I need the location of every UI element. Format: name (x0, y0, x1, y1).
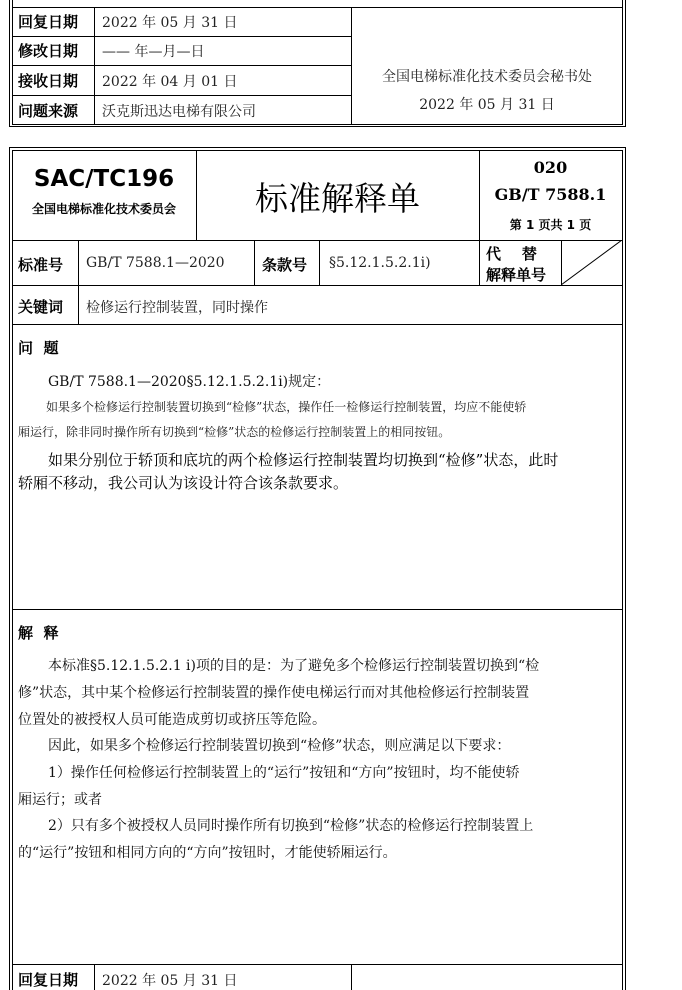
answer-para-1-line-2: 修”状态，其中某个检修运行控制装置的操作使电梯运行而对其他检修运行控制装置 (18, 685, 530, 701)
page-title: 标准解释单 (255, 179, 420, 218)
issuer: 全国电梯标准化技术委员会秘书处 (382, 69, 592, 85)
modify-date-label: 修改日期 (18, 42, 79, 60)
answer-para-4-line-1: 2）只有多个被授权人员同时操作所有切换到“检修”状态的检修运行控制装置上 (48, 818, 534, 834)
question-para-2-line-2: 厢运行，除非同时操作所有切换到“检修”状态的检修运行控制装置上的相同按钮。 (18, 425, 451, 439)
org-code: SAC/TC196 (33, 166, 175, 192)
bottom-reply-date-label: 回复日期 (18, 971, 79, 989)
standard-label: 标准号 (18, 256, 64, 274)
answer-para-3-line-2: 厢运行；或者 (18, 792, 102, 808)
doc-standard: GB/T 7588.1 (494, 185, 607, 204)
bottom-reply-date-value: 2022 年 05 月 31 日 (102, 973, 238, 989)
doc-number: 020 (533, 158, 568, 177)
answer-para-1-line-1: 本标准§5.12.1.5.2.1 i)项的目的是：为了避免多个检修运行控制装置切换到“检 (48, 658, 540, 674)
source-value: 沃克斯迅达电梯有限公司 (102, 104, 256, 120)
receive-date-value: 2022 年 04 月 01 日 (102, 74, 238, 90)
reply-date-value: 2022 年 05 月 31 日 (102, 15, 238, 31)
clause-label: 条款号 (262, 256, 308, 274)
answer-heading: 解 释 (18, 624, 59, 642)
question-para-3-line-1: 如果分别位于轿顶和底坑的两个检修运行控制装置均切换到“检修”状态，此时 (48, 451, 559, 469)
answer-para-1-line-3: 位置处的被授权人员可能造成剪切或挤压等危险。 (18, 712, 326, 728)
reply-date-label: 回复日期 (18, 13, 79, 31)
answer-para-3-line-1: 1）操作任何检修运行控制装置上的“运行”按钮和“方向”按钮时，均不能使轿 (48, 765, 520, 781)
receive-date-label: 接收日期 (18, 72, 79, 90)
question-para-3-line-2: 轿厢不移动，我公司认为该设计符合该条款要求。 (18, 474, 349, 492)
question-para-1: GB/T 7588.1—2020§5.12.1.5.2.1i)规定： (48, 374, 331, 390)
answer-para-2: 因此，如果多个检修运行控制装置切换到“检修”状态，则应满足以下要求： (48, 738, 511, 754)
keyword-value: 检修运行控制装置，同时操作 (86, 300, 268, 316)
question-para-2-line-1: 如果多个检修运行控制装置切换到“检修”状态，操作任一检修运行控制装置，均应不能使轿 (46, 400, 527, 414)
question-heading: 问 题 (18, 339, 59, 357)
issuer-date: 2022 年 05 月 31 日 (419, 97, 555, 113)
org-name: 全国电梯标准化技术委员会 (31, 202, 176, 216)
answer-para-4-line-2: 的“运行”按钮和相同方向的“方向”按钮时，才能使轿厢运行。 (18, 845, 397, 861)
replace-label-2: 解释单号 (486, 266, 547, 284)
modify-date-value: —— 年—月—日 (102, 44, 205, 60)
keyword-label: 关键词 (18, 298, 64, 316)
source-label: 问题来源 (18, 102, 79, 120)
page-info: 第 1 页共 1 页 (509, 218, 592, 232)
replace-label-1: 代 替 (486, 245, 537, 263)
standard-value: GB/T 7588.1—2020 (86, 255, 225, 271)
clause-value: §5.12.1.5.2.1i) (329, 255, 431, 271)
empty-cell-diagonal (561, 240, 622, 285)
